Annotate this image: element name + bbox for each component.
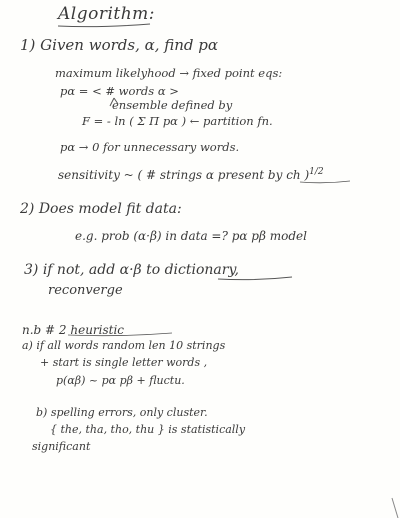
title-underline	[58, 24, 150, 27]
heuristic-a-line-3: p(αβ) ~ pα pβ + fluctu.	[56, 374, 185, 387]
dictionary-underline	[218, 277, 292, 280]
page-title: Algorithm:	[58, 4, 156, 24]
heuristic-a-line-2: + start is single letter words ,	[40, 356, 208, 369]
heuristic-b-line-1: b) spelling errors, only cluster.	[36, 406, 208, 419]
corner-mark	[392, 498, 398, 518]
heuristic-a-line-1: a) if all words random len 10 strings	[22, 339, 226, 352]
reconverge-line: reconverge	[48, 283, 123, 298]
ensemble-line: ensemble defined by	[112, 98, 233, 112]
heuristic-underline	[68, 333, 172, 336]
ensemble-arrow	[110, 98, 118, 106]
heuristic-b-line-3: significant	[32, 440, 91, 453]
max-likelihood-line: maximum likelyhood → fixed point eqs:	[55, 66, 283, 80]
partition-function-line: F = - ln ( Σ Π pα ) ← partition fn.	[82, 114, 273, 128]
sensitivity-text: sensitivity ~ ( # strings α present by ch )	[58, 168, 310, 182]
sensitivity-exponent: 1/2	[309, 167, 324, 177]
sensitivity-underline	[300, 181, 350, 183]
item-1-heading: 1) Given words, α, find pα	[20, 36, 219, 54]
example-probability-line: e.g. prob (α·β) in data =? pα pβ model	[75, 229, 307, 243]
item-2-heading: 2) Does model fit data:	[20, 201, 182, 217]
p-alpha-definition: pα = < # words α >	[60, 84, 179, 98]
unnecessary-words-line: pα → 0 for unnecessary words.	[60, 140, 240, 154]
item-3-heading: 3) if not, add α·β to dictionary,	[24, 262, 239, 278]
heuristic-b-line-2: { the, tha, tho, thu } is statistically	[50, 423, 246, 436]
heuristic-note-heading: n.b # 2 heuristic	[22, 323, 125, 337]
